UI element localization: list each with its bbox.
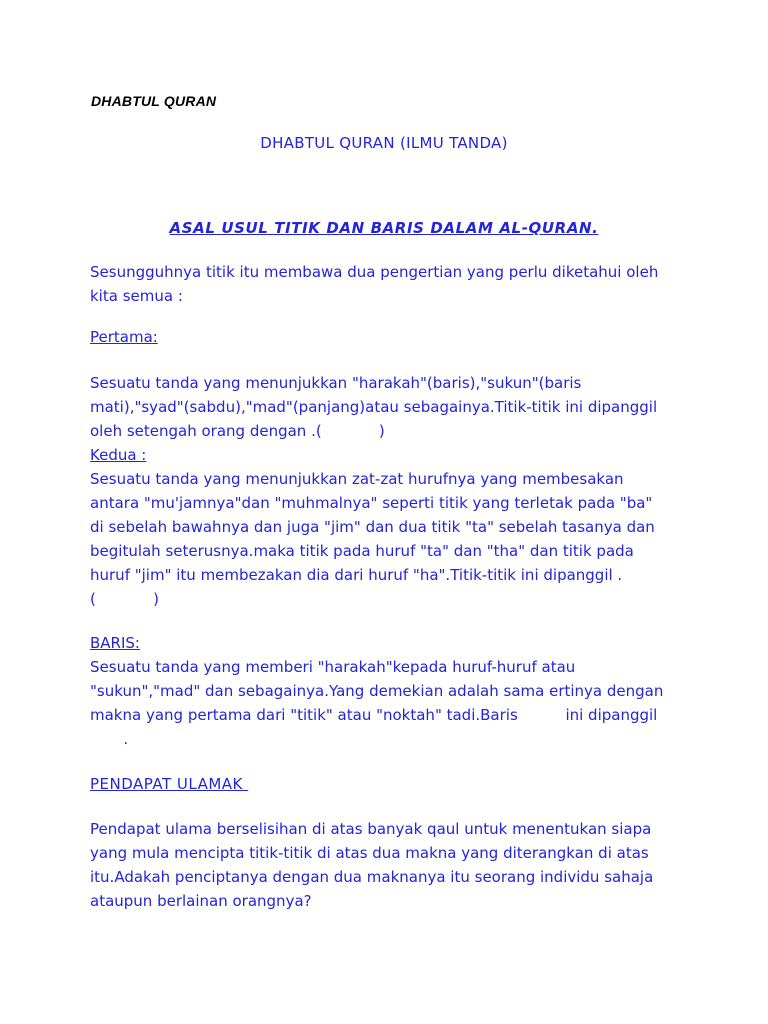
document-header-title: DHABTUL QURAN: [91, 93, 217, 109]
section-heading: ASAL USUL TITIK DAN BARIS DALAM AL-QURAN.: [169, 219, 599, 237]
paragraph-line: itu.Adakah penciptanya dengan dua maknanya itu seorang individu sahaja: [90, 868, 654, 886]
paragraph-line: huruf "jim" itu membezakan dia dari huruf "ha".Titik-titik ini dipanggil .: [90, 566, 623, 584]
paragraph-line: antara "mu'jamnya"dan "muhmalnya" seperti titik yang terletak pada "ba": [90, 494, 653, 512]
paragraph-line: oleh setengah orang dengan .( ): [90, 422, 385, 440]
paragraph-line: kita semua :: [90, 287, 183, 305]
paragraph-line: "sukun","mad" dan sebagainya.Yang demekian adalah sama ertinya dengan: [90, 682, 664, 700]
pertama-heading: [90, 325, 690, 349]
baris-section: [90, 631, 690, 751]
intro-paragraph: [90, 260, 690, 308]
paragraph-line: Pendapat ulama berselisihan di atas banyak qaul untuk menentukan siapa: [90, 820, 652, 838]
paragraph-line: makna yang pertama dari "titik" atau "noktah" tadi.Baris ini dipanggil: [90, 706, 658, 724]
pendapat-heading: [90, 772, 690, 796]
pendapat-paragraph: [90, 817, 690, 913]
paragraph-line: yang mula mencipta titik-titik di atas dua makna yang diterangkan di atas: [90, 844, 649, 862]
paragraph-line: Sesungguhnya titik itu membawa dua pengertian yang perlu diketahui oleh: [90, 263, 659, 281]
pertama-kedua-section: [90, 371, 690, 611]
main-title: DHABTUL QURAN (ILMU TANDA): [260, 134, 508, 152]
paragraph-line: begitulah seterusnya.maka titik pada huruf "ta" dan "tha" dan titik pada: [90, 542, 634, 560]
baris-label: BARIS:: [90, 634, 140, 652]
kedua-label: Kedua :: [90, 446, 147, 464]
paragraph-line: .: [90, 730, 129, 748]
pendapat-label: PENDAPAT ULAMAK: [90, 775, 249, 793]
paragraph-line: Sesuatu tanda yang memberi "harakah"kepada huruf-huruf atau: [90, 658, 576, 676]
paragraph-line: di sebelah bawahnya dan juga "jim" dan dua titik "ta" sebelah tasanya dan: [90, 518, 655, 536]
paragraph-line: ataupun berlainan orangnya?: [90, 892, 312, 910]
pertama-label: Pertama:: [90, 328, 158, 346]
paragraph-line: ( ): [90, 590, 159, 608]
paragraph-line: mati),"syad"(sabdu),"mad"(panjang)atau sebagainya.Titik-titik ini dipanggil: [90, 398, 658, 416]
paragraph-line: Sesuatu tanda yang menunjukkan "harakah"(baris),"sukun"(baris: [90, 374, 582, 392]
paragraph-line: Sesuatu tanda yang menunjukkan zat-zat hurufnya yang membesakan: [90, 470, 624, 488]
